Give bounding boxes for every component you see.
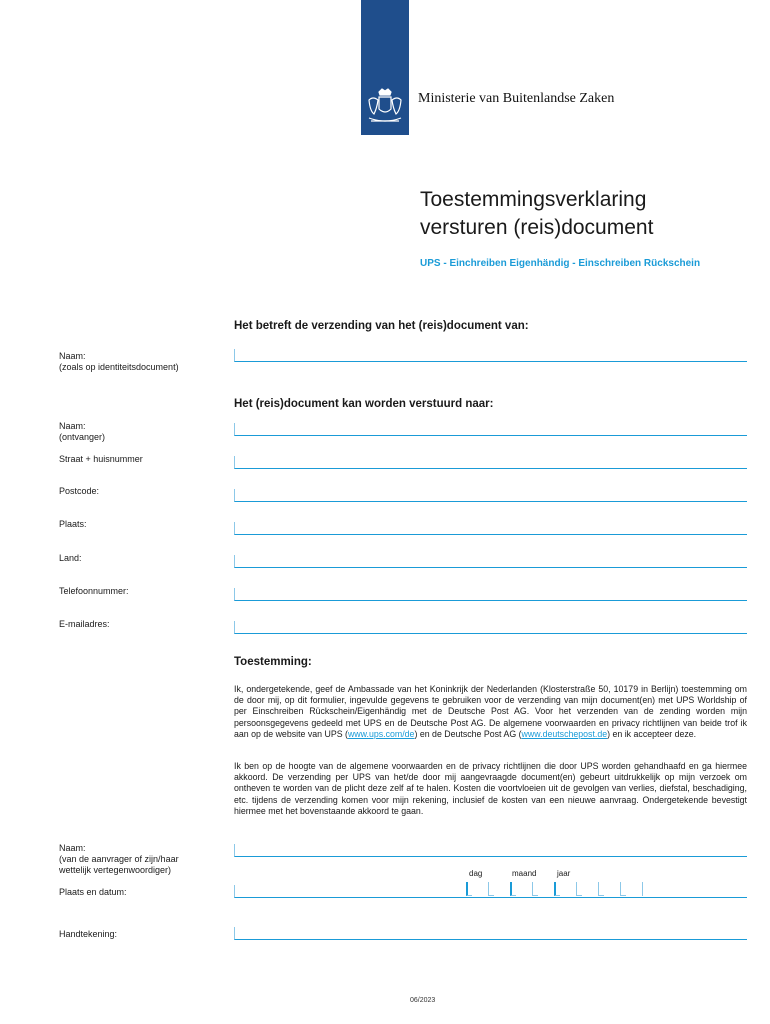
phone-label: Telefoonnummer: — [59, 586, 129, 596]
consent-text-part-1: Ik, ondergetekende, geef de Ambassade van het Koninkrijk der Nederlanden (Klosterstraße 50, 10179 in Berlijn) toestemming om de door mij, op dit formulier, ingevulde gegevens te gebruiken voor de verzending van mijn document(en) met UPS Worldship of per Einschreiben Rückschein/Eigenhändig met de Deutsche Post AG. Voor het verzenden van de zending worden mijn persoonsgegevens gedeeld met UPS en de Deutsche Post AG. De algemene voorwaarden en privacy richtlijnen van beide trof ik aan op de website van UPS ( — [234, 684, 747, 739]
month-label: maand — [512, 869, 537, 878]
place-date-label: Plaats en datum: — [59, 887, 127, 897]
email-label: E-mailadres: — [59, 619, 110, 629]
applicant-name-label-text: Naam: — [59, 843, 86, 853]
street-field[interactable] — [234, 456, 747, 469]
sender-section-heading: Het betreft de verzending van het (reis)document van: — [234, 320, 529, 332]
title-line-2: versturen (reis)document — [420, 216, 654, 239]
street-label: Straat + huisnummer — [59, 454, 143, 464]
deutschepost-link[interactable]: www.deutschepost.de — [521, 728, 608, 739]
country-label: Land: — [59, 553, 82, 563]
consent-heading: Toestemming: — [234, 656, 312, 668]
coat-of-arms-icon — [361, 86, 409, 126]
consent-text-part-3: ) en ik accepteer deze. — [607, 728, 697, 739]
day-label: dag — [469, 869, 483, 878]
form-version: 06/2023 — [410, 997, 436, 1004]
sender-name-label-text: Naam: — [59, 351, 86, 361]
country-field[interactable] — [234, 555, 747, 568]
recipient-name-field[interactable] — [234, 423, 747, 436]
postcode-label: Postcode: — [59, 486, 100, 496]
place-date-field[interactable] — [234, 885, 747, 898]
signature-label: Handtekening: — [59, 929, 118, 939]
page-title — [420, 186, 653, 242]
city-label: Plaats: — [59, 519, 87, 529]
sender-name-label — [59, 351, 179, 373]
consent-paragraph-1 — [234, 684, 747, 740]
recipient-name-label-text: Naam: — [59, 421, 86, 431]
city-field[interactable] — [234, 522, 747, 535]
applicant-name-field[interactable] — [234, 844, 747, 857]
ministry-name: Ministerie van Buitenlandse Zaken — [418, 91, 615, 106]
applicant-name-label — [59, 843, 209, 876]
title-line-1: Toestemmingsverklaring — [420, 188, 647, 211]
consent-text-part-2: ) en de Deutsche Post AG ( — [414, 728, 522, 739]
consent-paragraph-2: Ik ben op de hoogte van de algemene voorwaarden en de privacy richtlijnen die door UPS worden gehandhaafd en ga hiermee akkoord. De verzending per UPS van het/de door mij aangevraagde document(en) gebeurt uitdrukkelijk op mijn verzoek om ontheven te worden van de plicht deze zelf af te halen. Kosten die voortvloeien uit de gevolgen van verlies, diefstal, beschadiging, etc. tijdens de verzending komen voor mijn rekening, inclusief de kosten van een nieuwe aanvraag. Ondergetekende bevestigt hiermee met het bovenstaande akkoord te gaan. — [234, 761, 747, 816]
recipient-section-heading: Het (reis)document kan worden verstuurd naar: — [234, 398, 494, 410]
recipient-name-label — [59, 421, 105, 443]
page-subtitle: UPS - Einchreiben Eigenhändig - Einschreiben Rückschein — [420, 258, 701, 269]
year-label: jaar — [557, 869, 571, 878]
ups-link[interactable]: www.ups.com/de — [347, 728, 415, 739]
signature-field[interactable] — [234, 927, 747, 940]
recipient-name-hint: (ontvanger) — [59, 432, 106, 442]
phone-field[interactable] — [234, 588, 747, 601]
email-field[interactable] — [234, 621, 747, 634]
applicant-name-hint: (van de aanvrager of zijn/haar wettelijk vertegenwoordiger) — [59, 854, 179, 875]
sender-name-hint: (zoals op identiteitsdocument) — [59, 362, 179, 372]
postcode-field[interactable] — [234, 489, 747, 502]
sender-name-field[interactable] — [234, 349, 747, 362]
